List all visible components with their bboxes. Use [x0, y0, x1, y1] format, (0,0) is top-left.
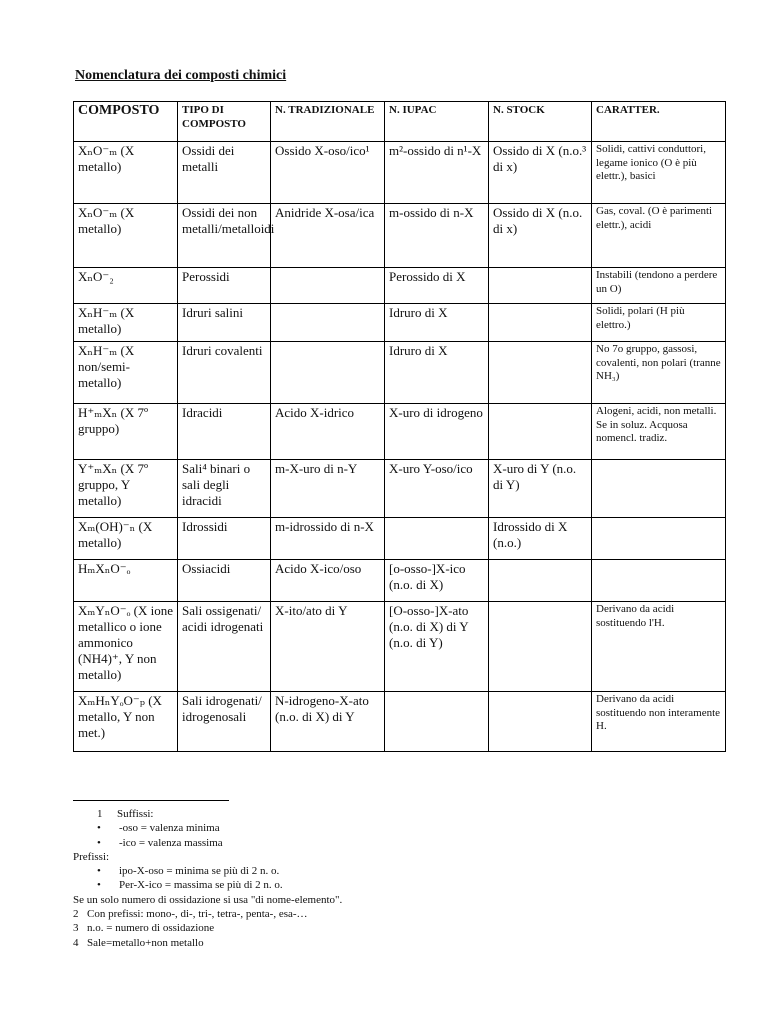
cell-tipo: Idruri salini — [178, 304, 271, 342]
cell-stock — [489, 342, 592, 404]
cell-composto: XₙO⁻₂ — [74, 268, 178, 304]
cell-composto: Xₘ(OH)⁻ₙ (X metallo) — [74, 518, 178, 560]
table-row — [74, 560, 726, 602]
cell-caratter — [592, 560, 726, 602]
cell-tradizionale: Anidride X-osa/ica — [271, 204, 385, 268]
cell-caratter — [592, 518, 726, 560]
bullet-icon: • — [97, 879, 101, 892]
cell-iupac: [O-osso-]X-ato (n.o. di X) di Y (n.o. di Y) — [385, 602, 489, 692]
cell-stock — [489, 692, 592, 752]
footnote-number: 3 — [73, 922, 79, 935]
footnote-2: 2 Con prefissi: mono-, di-, tri-, tetra-, penta-, esa-… — [73, 908, 308, 921]
table-row — [74, 692, 726, 752]
cell-tradizionale: Ossido X-oso/ico¹ — [271, 142, 385, 204]
cell-caratter: Gas, coval. (O è parimenti elettr.), acidi — [592, 204, 726, 268]
cell-stock — [489, 602, 592, 692]
table-row — [74, 142, 726, 204]
cell-stock: Idrossido di X (n.o.) — [489, 518, 592, 560]
cell-iupac: Perossido di X — [385, 268, 489, 304]
cell-caratter: Derivano da acidi sostituendo non interamente H. — [592, 692, 726, 752]
cell-composto: XₙO⁻ₘ (X metallo) — [74, 142, 178, 204]
footnote-separator — [73, 800, 229, 801]
document-title: Nomenclatura dei composti chimici — [75, 68, 287, 83]
cell-stock — [489, 404, 592, 460]
cell-composto: XₙH⁻ₘ (X non/semi-metallo) — [74, 342, 178, 404]
cell-composto: XₙH⁻ₘ (X metallo) — [74, 304, 178, 342]
cell-iupac: X-uro Y-oso/ico — [385, 460, 489, 518]
cell-stock — [489, 560, 592, 602]
list-item: • -ico = valenza massima — [97, 836, 223, 849]
cell-caratter: Derivano da acidi sostituendo l'H. — [592, 602, 726, 692]
cell-composto: XₘYₙO⁻ₒ (X ione metallico o ione ammonico (NH4)⁺, Y non metallo) — [74, 602, 178, 692]
list-item: • -oso = valenza minima — [97, 822, 220, 835]
list-item: • Per-X-ico = massima se più di 2 n. o. — [97, 879, 283, 892]
cell-iupac: m-ossido di n-X — [385, 204, 489, 268]
cell-iupac — [385, 692, 489, 752]
cell-tipo: Sali⁴ binari o sali degli idracidi — [178, 460, 271, 518]
single-oxidation-note: Se un solo numero di ossidazione si usa "di nome-elemento". — [73, 893, 343, 906]
cell-composto: XₙO⁻ₘ (X metallo) — [74, 204, 178, 268]
bullet-icon: • — [97, 865, 101, 878]
cell-tradizionale: Acido X-idrico — [271, 404, 385, 460]
cell-composto: Y⁺ₘXₙ (X 7º gruppo, Y metallo) — [74, 460, 178, 518]
cell-caratter: No 7o gruppo, gassosi, covalenti, non polari (tranne NH₃) — [592, 342, 726, 404]
cell-caratter: Solidi, polari (H più elettro.) — [592, 304, 726, 342]
table-row — [74, 268, 726, 304]
footnote-3: 3 n.o. = numero di ossidazione — [73, 922, 215, 935]
table-row — [74, 518, 726, 560]
header-tradizionale: N. TRADIZIONALE — [271, 102, 385, 142]
cell-iupac: [o-osso-]X-ico (n.o. di X) — [385, 560, 489, 602]
cell-stock: Ossido di X (n.o. di x) — [489, 204, 592, 268]
cell-caratter: Alogeni, acidi, non metalli. Se in soluz. Acquosa nomencl. tradiz. — [592, 404, 726, 460]
table-header-row — [74, 102, 726, 142]
table-row — [74, 342, 726, 404]
cell-tradizionale: Acido X-ico/oso — [271, 560, 385, 602]
cell-tipo: Ossiacidi — [178, 560, 271, 602]
cell-stock — [489, 304, 592, 342]
table-row — [74, 404, 726, 460]
footnote-number: 1 — [97, 808, 103, 820]
table-row — [74, 204, 726, 268]
cell-tipo: Sali idrogenati/ idrogenosali — [178, 692, 271, 752]
cell-caratter — [592, 460, 726, 518]
cell-tradizionale: m-idrossido di n-X — [271, 518, 385, 560]
compounds-table — [73, 101, 726, 752]
footnote-number: 4 — [73, 936, 79, 949]
cell-tradizionale — [271, 342, 385, 404]
list-item: • ipo-X-oso = minima se più di 2 n. o. — [97, 865, 280, 878]
bullet-icon: • — [97, 822, 101, 835]
table-row — [74, 460, 726, 518]
cell-tipo: Ossidi dei metalli — [178, 142, 271, 204]
table-row — [74, 304, 726, 342]
cell-iupac: Idruro di X — [385, 304, 489, 342]
suffixes-title: Suffissi: — [117, 808, 154, 820]
cell-stock: Ossido di X (n.o.³ di x) — [489, 142, 592, 204]
cell-composto: H⁺ₘXₙ (X 7º gruppo) — [74, 404, 178, 460]
cell-caratter: Solidi, cattivi conduttori, legame ionico (O è più elettr.), basici — [592, 142, 726, 204]
footnote-1 — [73, 807, 713, 821]
header-iupac: N. IUPAC — [385, 102, 489, 142]
cell-tradizionale — [271, 304, 385, 342]
cell-iupac — [385, 518, 489, 560]
cell-iupac: Idruro di X — [385, 342, 489, 404]
cell-composto: HₘXₙO⁻ₒ — [74, 560, 178, 602]
header-composto: COMPOSTO — [74, 102, 178, 142]
prefixes-title: Prefissi: — [73, 850, 110, 863]
cell-tipo: Idracidi — [178, 404, 271, 460]
cell-tradizionale: X-ito/ato di Y — [271, 602, 385, 692]
cell-stock — [489, 268, 592, 304]
header-tipo: TIPO DI COMPOSTO — [178, 102, 271, 142]
cell-tipo: Ossidi dei non metalli/metalloidi — [178, 204, 271, 268]
cell-composto: XₘHₙYₒO⁻ₚ (X metallo, Y non met.) — [74, 692, 178, 752]
cell-tradizionale — [271, 268, 385, 304]
footnotes — [73, 800, 713, 950]
cell-tradizionale: N-idrogeno-X-ato (n.o. di X) di Y — [271, 692, 385, 752]
table-row — [74, 602, 726, 692]
header-stock: N. STOCK — [489, 102, 592, 142]
cell-tipo: Idruri covalenti — [178, 342, 271, 404]
header-caratter: CARATTER. — [592, 102, 726, 142]
cell-caratter: Instabili (tendono a perdere un O) — [592, 268, 726, 304]
cell-tipo: Idrossidi — [178, 518, 271, 560]
cell-tipo: Perossidi — [178, 268, 271, 304]
bullet-icon: • — [97, 836, 101, 849]
cell-tradizionale: m-X-uro di n-Y — [271, 460, 385, 518]
cell-stock: X-uro di Y (n.o. di Y) — [489, 460, 592, 518]
footnote-4: 4 Sale=metallo+non metallo — [73, 936, 204, 949]
cell-iupac: X-uro di idrogeno — [385, 404, 489, 460]
cell-tipo: Sali ossigenati/ acidi idrogenati — [178, 602, 271, 692]
cell-iupac: m²-ossido di n¹-X — [385, 142, 489, 204]
footnote-number: 2 — [73, 908, 79, 921]
